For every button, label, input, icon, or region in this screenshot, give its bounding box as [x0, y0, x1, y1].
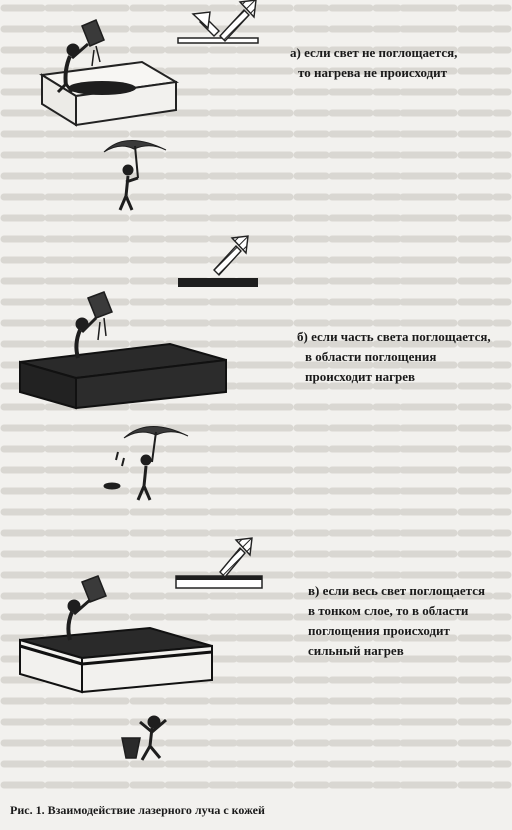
panel-b-line-3: происходит нагрев: [305, 369, 416, 384]
panel-a-line-1: а) если свет не поглощается,: [290, 45, 458, 60]
panel-b-line-1: б) если часть света поглощается,: [297, 329, 491, 344]
panel-a-line-2: то нагрева не происходит: [298, 65, 448, 80]
figure-with-umbrella-a: [104, 140, 166, 210]
panel-a-label: [290, 43, 457, 83]
panel-c-line-1: в) если весь свет поглощается: [308, 583, 485, 598]
laser-beam-icon-b: [214, 236, 248, 275]
panel-c-laser-diagram: [20, 538, 262, 760]
figure-with-umbrella-b: [104, 426, 188, 500]
panel-a-laser-diagram: [42, 0, 258, 210]
skin-block-a: [42, 62, 176, 125]
laser-beam-icon-c: [220, 538, 252, 577]
figure-with-bucket-c: [68, 576, 106, 640]
figure-with-bucket-b: [76, 292, 112, 358]
panel-c-line-3: поглощения происходит: [308, 623, 450, 638]
panel-b-laser-diagram: [20, 236, 258, 500]
skin-block-c: [20, 628, 212, 692]
panel-c-line-4: сильный нагрев: [308, 643, 404, 658]
running-figure-c: [122, 716, 166, 760]
skin-layer-b: [178, 278, 258, 287]
skin-block-b: [20, 344, 226, 408]
bucket-icon: [122, 738, 140, 758]
laser-beam-reflected-icon: [193, 0, 256, 41]
skin-layer-a: [178, 38, 258, 43]
panel-c-line-2: в тонком слое, то в области: [308, 603, 469, 618]
panel-b-label: [297, 327, 491, 387]
figure-caption: Рис. 1. Взаимодействие лазерного луча с кожей: [10, 803, 265, 817]
panel-c-label: [308, 581, 485, 661]
panel-b-line-2: в области поглощения: [305, 349, 437, 364]
